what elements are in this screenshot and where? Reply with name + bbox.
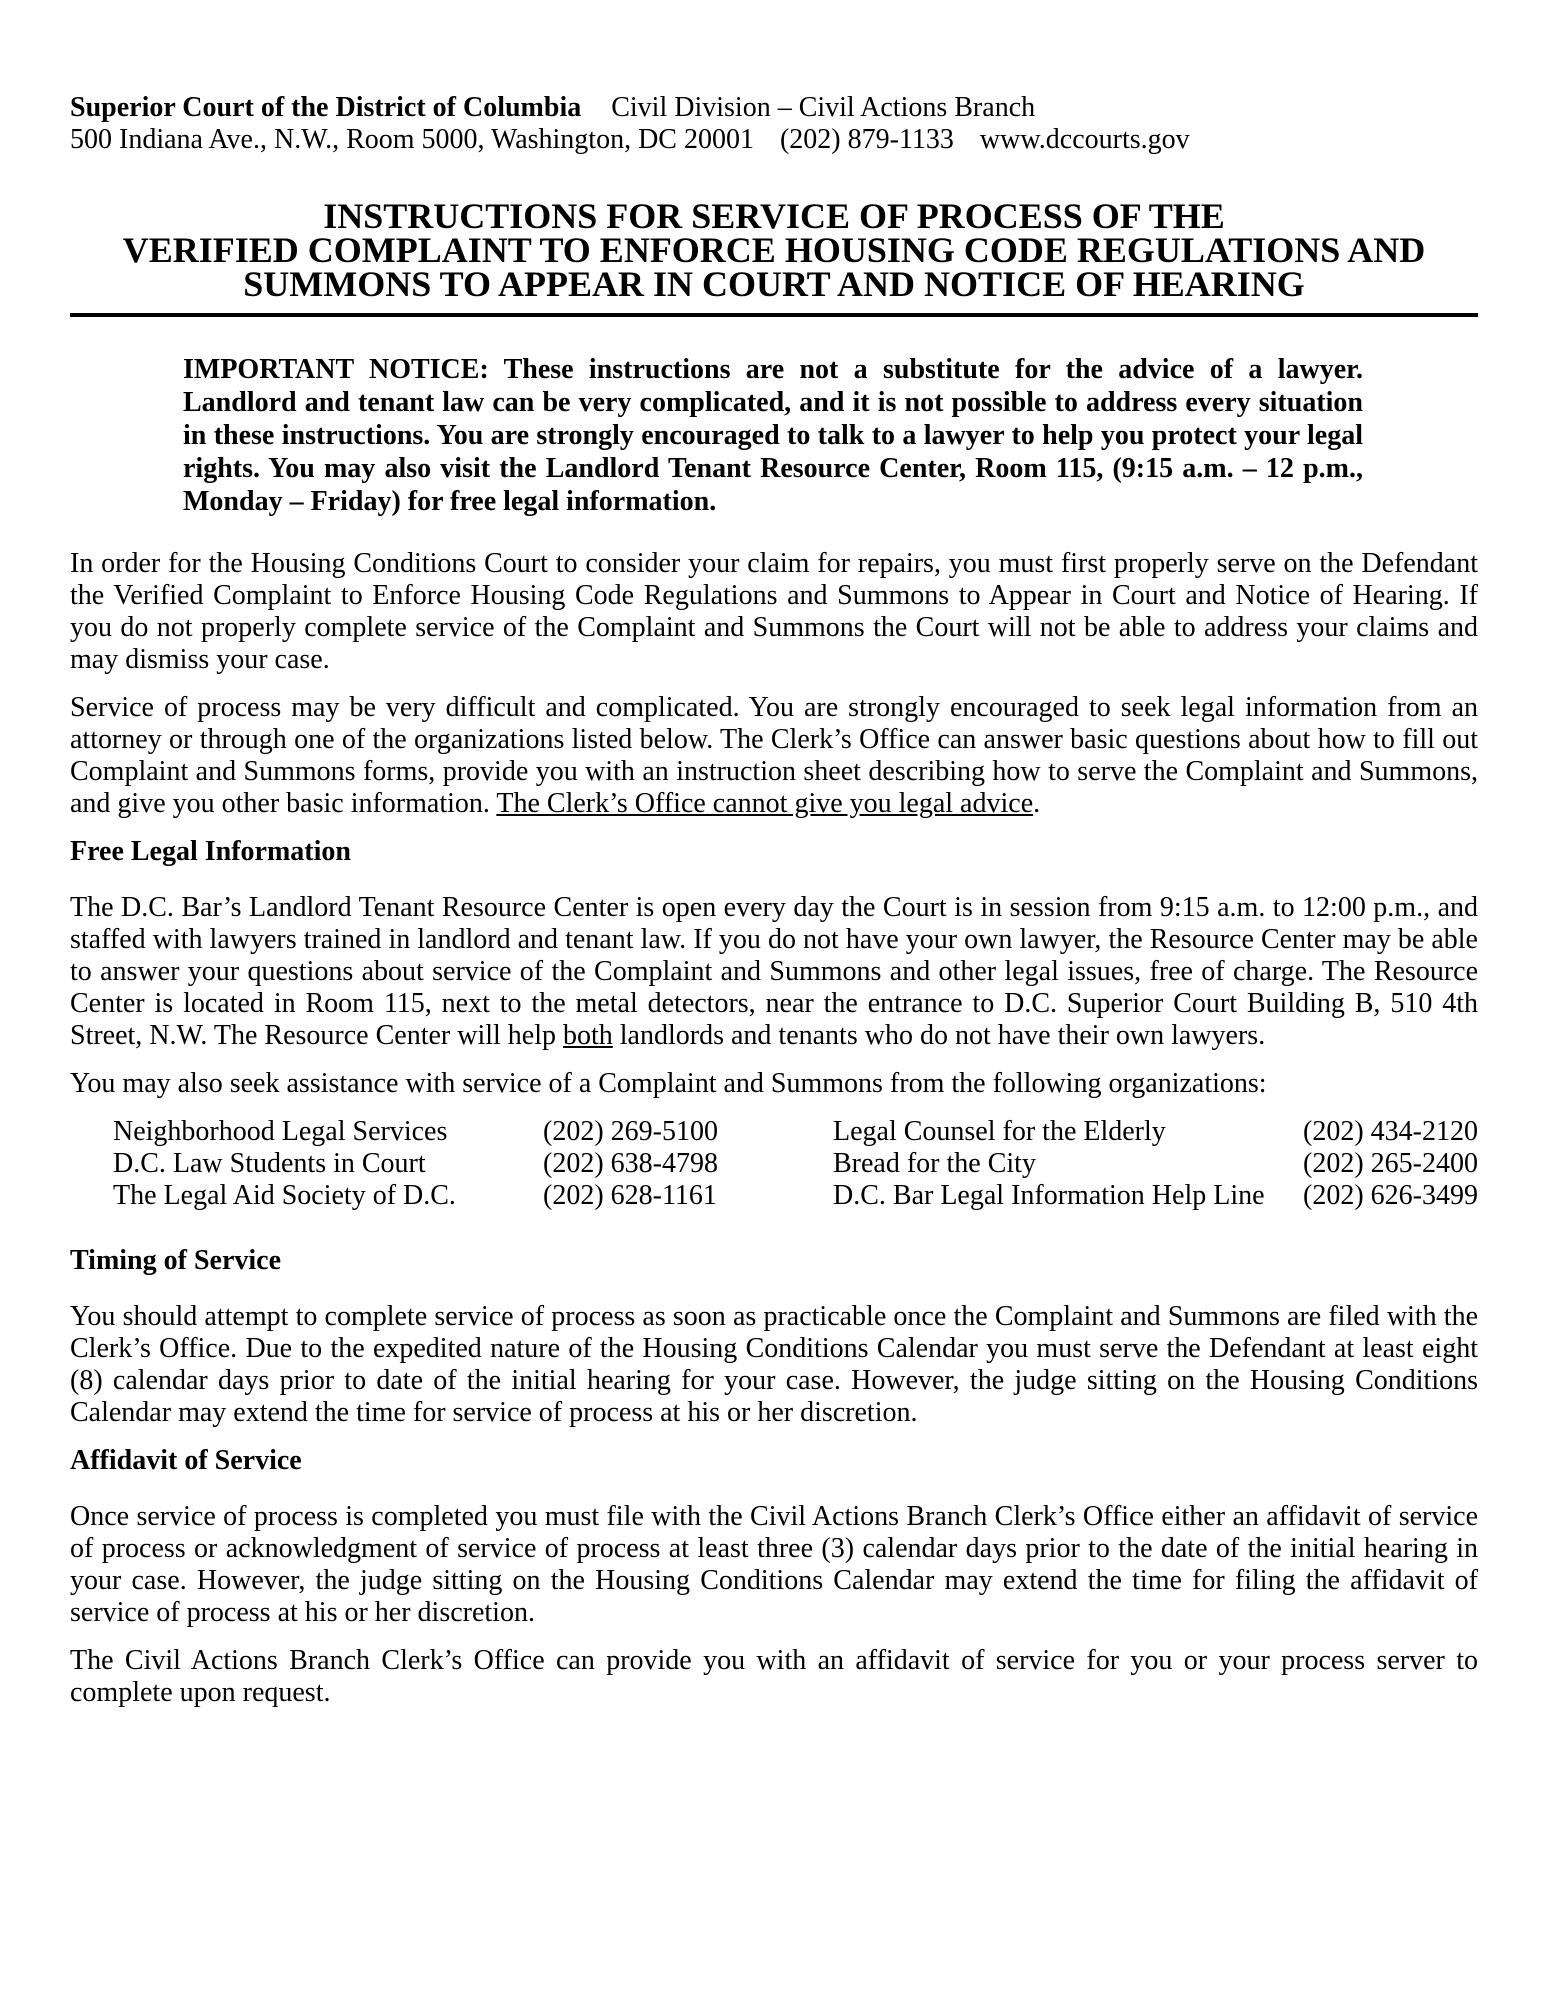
- paragraph-text: Service of process may be very difficult and complicated. You are strongly encouraged to seek legal information from an attorney or through one of the organizations listed below. The Clerk’s Office can answer basic questions about how to fill out Complaint and Summons forms, provide you with an instruction sheet describing how to serve the Complaint and Summons, and give you other basic information.: [70, 692, 1478, 819]
- header-line-1: [70, 92, 1478, 124]
- organizations-table: [113, 1116, 1478, 1212]
- org-phone: (202) 269-5100: [543, 1116, 718, 1147]
- court-name: Superior Court of the District of Columbia: [70, 92, 582, 123]
- org-name: The Legal Aid Society of D.C.: [113, 1180, 456, 1211]
- heading-affidavit-of-service: Affidavit of Service: [70, 1445, 302, 1476]
- org-phone: (202) 626-3499: [1303, 1180, 1478, 1211]
- title-divider-rule: [70, 313, 1478, 317]
- underlined-clerks-office-note: The Clerk’s Office cannot give you legal advice: [496, 788, 1034, 819]
- paragraph-affidavit: Once service of process is completed you must file with the Civil Actions Branch Clerk’s Office either an affidavit of service of process or acknowledgment of service of process at least three (3) calendar days prior to the date of the initial hearing in your case. However, the judge sitting on the Housing Conditions Calendar may extend the time for filing the affidavit of service of process at his or her discretion.: [70, 1501, 1478, 1628]
- document-title: [70, 196, 1478, 304]
- org-name: Neighborhood Legal Services: [113, 1116, 448, 1147]
- org-name: D.C. Law Students in Court: [113, 1148, 426, 1179]
- court-phone: (202) 879-1133: [779, 124, 954, 155]
- paragraph-service-difficulty: [70, 692, 1478, 820]
- paragraph-affidavit-request: The Civil Actions Branch Clerk’s Office can provide you with an affidavit of service for you or your process server to complete upon request.: [70, 1645, 1478, 1708]
- underlined-both: both: [563, 1020, 613, 1051]
- org-name: Legal Counsel for the Elderly: [833, 1116, 1166, 1147]
- court-website: www.dccourts.gov: [979, 124, 1190, 155]
- org-name: D.C. Bar Legal Information Help Line: [833, 1180, 1265, 1211]
- header-line-2: [70, 124, 1478, 156]
- division-name: Civil Division – Civil Actions Branch: [611, 92, 1036, 123]
- heading-timing-of-service: Timing of Service: [70, 1245, 282, 1276]
- title-line-3: SUMMONS TO APPEAR IN COURT AND NOTICE OF HEARING: [243, 264, 1305, 304]
- paragraph-assistance-intro: You may also seek assistance with service of a Complaint and Summons from the following organizations:: [70, 1068, 1267, 1099]
- important-notice: IMPORTANT NOTICE: These instructions are not a substitute for the advice of a lawyer. Landlord and tenant law can be very complicated, and it is not possible to address every situation in these instructions. You are strongly encouraged to talk to a lawyer to help you protect your legal rights. You may also visit the Landlord Tenant Resource Center, Room 115, (9:15 a.m. – 12 p.m., Monday – Friday) for free legal information.: [183, 354, 1363, 517]
- org-phone: (202) 628-1161: [543, 1180, 717, 1211]
- org-phone: (202) 638-4798: [543, 1148, 718, 1179]
- org-phone: (202) 265-2400: [1303, 1148, 1478, 1179]
- heading-free-legal-information: Free Legal Information: [70, 836, 351, 867]
- court-address: 500 Indiana Ave., N.W., Room 5000, Washington, DC 20001: [70, 124, 754, 155]
- org-name: Bread for the City: [833, 1148, 1036, 1179]
- org-phone: (202) 434-2120: [1303, 1116, 1478, 1147]
- title-line-2: VERIFIED COMPLAINT TO ENFORCE HOUSING CODE REGULATIONS AND: [122, 230, 1426, 270]
- paragraph-text: The D.C. Bar’s Landlord Tenant Resource Center is open every day the Court is in session from 9:15 a.m. to 12:00 p.m., and staffed with lawyers trained in landlord and tenant law. If you do not have your own lawyer, the Resource Center may be able to answer your questions about service of the Complaint and Summons and other legal issues, free of charge. The Resource Center is located in Room 115, next to the metal detectors, near the entrance to D.C. Superior Court Building B, 510 4th Street, N.W. The Resource Center will help: [70, 892, 1478, 1051]
- paragraph-text: .: [1033, 788, 1041, 819]
- paragraph-intro: In order for the Housing Conditions Court to consider your claim for repairs, you must first properly serve on the Defendant the Verified Complaint to Enforce Housing Code Regulations and Summons to Appear in Court and Notice of Hearing. If you do not properly complete service of the Complaint and Summons the Court will not be able to address your claims and may dismiss your case.: [70, 548, 1478, 675]
- paragraph-resource-center: [70, 892, 1478, 1052]
- title-line-1: INSTRUCTIONS FOR SERVICE OF PROCESS OF THE: [323, 196, 1225, 236]
- paragraph-text: landlords and tenants who do not have their own lawyers.: [612, 1020, 1266, 1051]
- paragraph-timing: You should attempt to complete service of process as soon as practicable once the Complaint and Summons are filed with the Clerk’s Office. Due to the expedited nature of the Housing Conditions Calendar you must serve the Defendant at least eight (8) calendar days prior to date of the initial hearing for your case. However, the judge sitting on the Housing Conditions Calendar may extend the time for service of process at his or her discretion.: [70, 1301, 1478, 1428]
- document-header: [70, 92, 1478, 156]
